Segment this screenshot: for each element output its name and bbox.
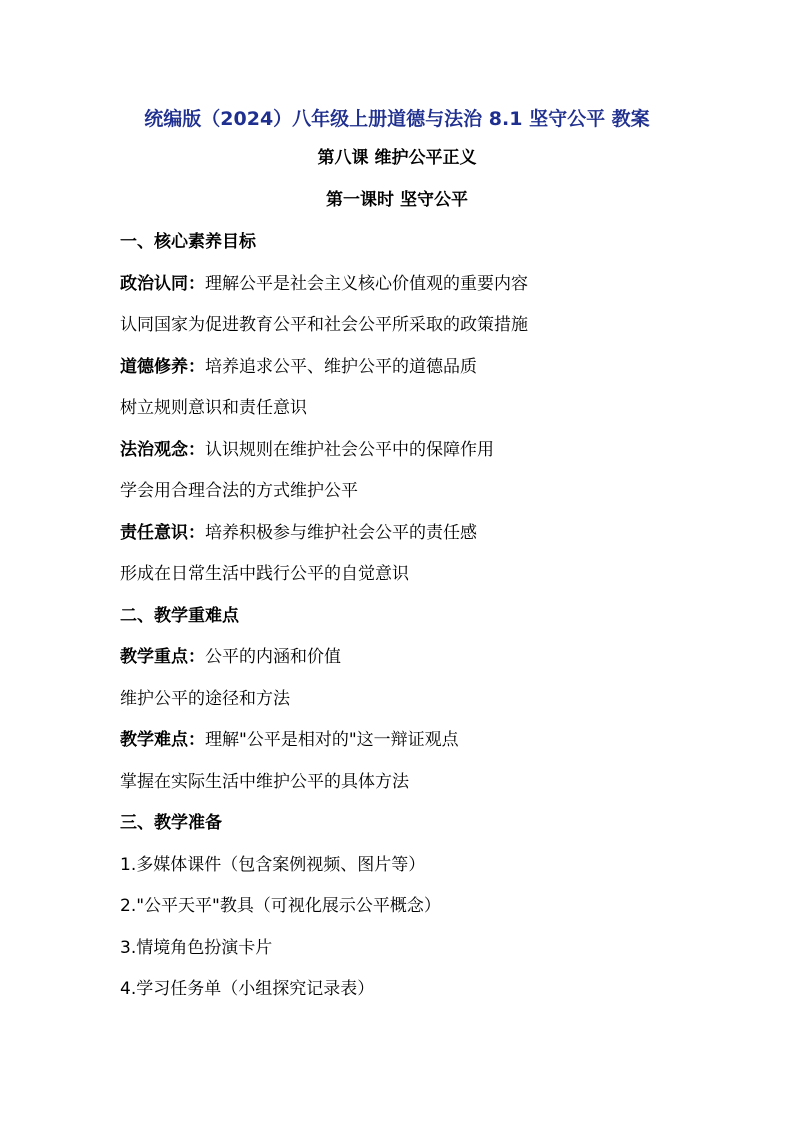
preparation-item: 3.情境角色扮演卡片 xyxy=(120,938,273,958)
key-point-text: 维护公平的途径和方法 xyxy=(120,689,290,709)
section-heading-preparation: 三、教学准备 xyxy=(120,813,222,833)
key-point-text: 公平的内涵和价值 xyxy=(205,647,341,667)
goal-item xyxy=(120,313,528,337)
section-heading-key-points: 二、教学重难点 xyxy=(120,606,239,626)
goal-text: 理解公平是社会主义核心价值观的重要内容 xyxy=(205,274,528,294)
goal-text: 培养积极参与维护社会公平的责任感 xyxy=(205,523,477,543)
key-point-item xyxy=(120,645,341,669)
section-heading-core-goals: 一、核心素养目标 xyxy=(120,232,256,252)
preparation-item: 4.学习任务单（小组探究记录表） xyxy=(120,979,375,999)
goal-text: 认识规则在维护社会公平中的保障作用 xyxy=(205,440,494,460)
lesson-title: 第八课 维护公平正义 xyxy=(317,148,477,168)
goal-text: 学会用合理合法的方式维护公平 xyxy=(120,481,358,501)
goal-item xyxy=(120,562,409,586)
goal-item xyxy=(120,272,528,296)
goal-item xyxy=(120,438,494,462)
goal-text: 培养追求公平、维护公平的道德品质 xyxy=(205,357,477,377)
document-title: 统编版（2024）八年级上册道德与法治 8.1 坚守公平 教案 xyxy=(144,108,650,130)
key-point-text: 理解"公平是相对的"这一辩证观点 xyxy=(205,730,459,750)
key-point-item xyxy=(120,770,409,794)
preparation-item: 1.多媒体课件（包含案例视频、图片等） xyxy=(120,855,426,875)
goal-text: 树立规则意识和责任意识 xyxy=(120,398,307,418)
goal-item xyxy=(120,479,358,503)
goal-label: 法治观念： xyxy=(120,440,205,460)
key-point-item xyxy=(120,728,459,752)
key-point-label: 教学难点： xyxy=(120,730,205,750)
key-point-text: 掌握在实际生活中维护公平的具体方法 xyxy=(120,772,409,792)
goal-text: 认同国家为促进教育公平和社会公平所采取的政策措施 xyxy=(120,315,528,335)
key-point-label: 教学重点： xyxy=(120,647,205,667)
goal-label: 道德修养： xyxy=(120,357,205,377)
goal-item xyxy=(120,355,477,379)
period-title: 第一课时 坚守公平 xyxy=(326,190,468,210)
goal-text: 形成在日常生活中践行公平的自觉意识 xyxy=(120,564,409,584)
goal-label: 政治认同： xyxy=(120,274,205,294)
goal-label: 责任意识： xyxy=(120,523,205,543)
key-point-item xyxy=(120,687,290,711)
goal-item xyxy=(120,396,307,420)
preparation-item: 2."公平天平"教具（可视化展示公平概念） xyxy=(120,896,441,916)
goal-item xyxy=(120,521,477,545)
